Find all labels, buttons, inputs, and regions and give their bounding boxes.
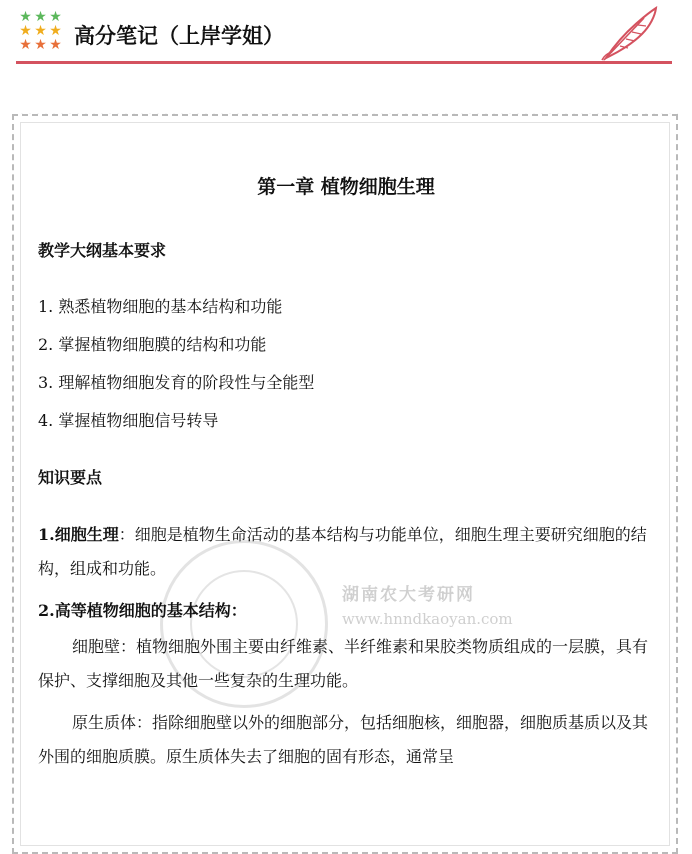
header-divider bbox=[16, 61, 672, 64]
syllabus-item: 1. 熟悉植物细胞的基本结构和功能 bbox=[38, 297, 283, 316]
watermark-name: 湖南农大考研网 bbox=[342, 585, 475, 605]
page-title: 高分笔记（上岸学姐） bbox=[74, 24, 284, 48]
page-header bbox=[0, 0, 692, 70]
point1-label: 1.细胞生理 bbox=[38, 525, 119, 544]
chapter-title: 第一章 植物细胞生理 bbox=[257, 176, 435, 198]
point1-paragraph bbox=[38, 518, 650, 586]
protoplast-paragraph: 原生质体：指除细胞壁以外的细胞部分，包括细胞核，细胞器，细胞质基质以及其外围的细胞质膜。原生质体失去了细胞的固有形态，通常呈 bbox=[38, 713, 649, 766]
syllabus-item: 3. 理解植物细胞发育的阶段性与全能型 bbox=[38, 373, 315, 392]
syllabus-item: 2. 掌握植物细胞膜的结构和功能 bbox=[38, 335, 267, 354]
cell-wall-paragraph: 细胞壁：植物细胞外围主要由纤维素、半纤维素和果胶类物质组成的一层膜，具有保护、支撑细胞及其他一些复杂的生理功能。 bbox=[38, 637, 649, 690]
point1-text: ：细胞是植物生命活动的基本结构与功能单位，细胞生理主要研究细胞的结构，组成和功能。 bbox=[38, 525, 647, 578]
watermark-url: www.hnndkaoyan.com bbox=[342, 610, 513, 628]
rating-stars-icon: ★ ★ ★ ★ ★ ★ ★ ★ ★ bbox=[19, 9, 62, 53]
syllabus-heading: 教学大纲基本要求 bbox=[38, 241, 167, 260]
feather-quill-icon bbox=[598, 4, 660, 62]
syllabus-item: 4. 掌握植物细胞信号转导 bbox=[38, 411, 219, 430]
point2-heading: 2.高等植物细胞的基本结构： bbox=[38, 601, 247, 620]
knowledge-heading: 知识要点 bbox=[38, 468, 103, 487]
